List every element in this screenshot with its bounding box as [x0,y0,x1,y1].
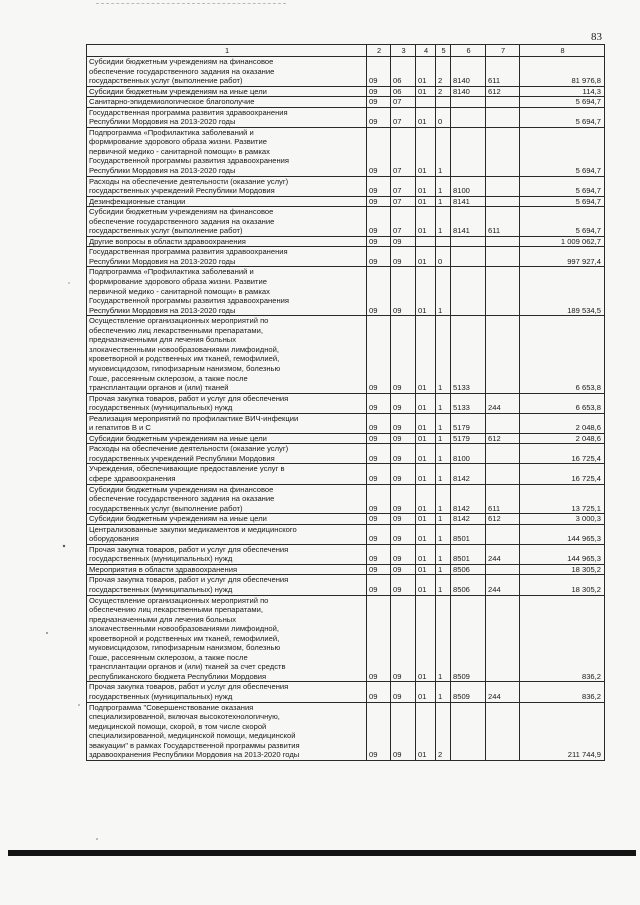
row-code-c2: 09 [367,127,391,176]
col-header-2: 2 [367,45,391,57]
row-code-c7: 244 [486,393,520,413]
row-amount: 16 725,4 [520,444,605,464]
row-amount: 18 305,2 [520,564,605,575]
row-code-c3: 09 [391,393,416,413]
row-code-c5: 1 [436,595,451,682]
row-name: Подпрограмма "Совершенствование оказания специализированной, включая высокотехнологичную, медицинской помощи, скорой, в том числе скорой специализированной, медицинской помощи, медицинской эвакуации" в рамках Государственной программы развития здравоохранения Республики Мордовия на 2013-2020 годы [87,702,367,760]
row-name: Субсидии бюджетным учреждениям на иные цели [87,514,367,525]
row-code-c3: 09 [391,544,416,564]
row-code-c2: 09 [367,393,391,413]
row-code-c2: 09 [367,464,391,484]
row-code-c5: 2 [436,57,451,87]
row-name: Дезинфекционные станции [87,196,367,207]
row-code-c3: 09 [391,514,416,525]
row-name: Осуществление организационных мероприятий по обеспечению лиц лекарственными препаратами, предназначенными для лечения больных злокачественными новообразованиями лимфоидной, кроветворной и родственных им тканей, гемофилией, муковисцидозом, гипофизарным нанизмом, болезнью Гоше, рассеянным склерозом, а также после трансплантации органов и (или) тканей за счет средств республиканского бюджета Республики Мордовия [87,595,367,682]
row-amount: 5 694,7 [520,176,605,196]
row-code-c6: 5179 [451,413,486,433]
row-code-c3: 09 [391,682,416,702]
row-amount: 997 927,4 [520,247,605,267]
row-code-c2: 09 [367,196,391,207]
row-code-c3: 07 [391,207,416,237]
row-code-c3: 09 [391,575,416,595]
row-amount: 2 048,6 [520,433,605,444]
row-code-c7: 611 [486,484,520,514]
row-name: Реализация мероприятий по профилактике ВИЧ-инфекции и гепатитов В и С [87,413,367,433]
row-name: Прочая закупка товаров, работ и услуг для обеспечения государственных (муниципальных) нужд [87,682,367,702]
row-amount: 189 534,5 [520,267,605,316]
row-amount: 144 965,3 [520,544,605,564]
row-code-c3: 09 [391,267,416,316]
row-code-c3: 09 [391,464,416,484]
row-name: Расходы на обеспечение деятельности (оказание услуг) государственных учреждений Республики Мордовия [87,444,367,464]
row-code-c5: 1 [436,484,451,514]
row-code-c2: 09 [367,514,391,525]
row-code-c6: 8141 [451,196,486,207]
row-code-c5: 1 [436,196,451,207]
row-code-c5: 0 [436,107,451,127]
row-code-c2: 09 [367,107,391,127]
row-code-c4: 01 [416,247,436,267]
row-amount: 5 694,7 [520,107,605,127]
row-code-c2: 09 [367,176,391,196]
row-code-c3: 09 [391,444,416,464]
row-amount: 13 725,1 [520,484,605,514]
row-amount: 836,2 [520,595,605,682]
row-amount: 3 000,3 [520,514,605,525]
row-code-c4: 01 [416,514,436,525]
row-amount: 5 694,7 [520,127,605,176]
row-code-c4: 01 [416,595,436,682]
row-code-c5: 0 [436,247,451,267]
row-code-c5: 1 [436,682,451,702]
row-name: Субсидии бюджетным учреждениям на финансовое обеспечение государственного задания на оказание государственных услуг (выполнение работ) [87,207,367,237]
row-code-c3: 09 [391,247,416,267]
row-code-c5: 1 [436,544,451,564]
row-code-c7: 612 [486,433,520,444]
row-code-c5: 1 [436,575,451,595]
row-name: Прочая закупка товаров, работ и услуг для обеспечения государственных (муниципальных) нужд [87,544,367,564]
row-name: Субсидии бюджетным учреждениям на иные цели [87,86,367,97]
row-code-c2: 09 [367,524,391,544]
row-code-c3: 09 [391,702,416,760]
row-code-c2: 09 [367,247,391,267]
row-code-c6: 8509 [451,595,486,682]
col-header-7: 7 [486,45,520,57]
row-amount: 211 744,9 [520,702,605,760]
row-code-c7: 611 [486,207,520,237]
row-code-c6: 8100 [451,176,486,196]
row-code-c2: 09 [367,702,391,760]
row-code-c4: 01 [416,484,436,514]
row-code-c6: 8142 [451,464,486,484]
row-code-c2: 09 [367,595,391,682]
row-code-c2: 09 [367,236,391,247]
row-code-c4: 01 [416,127,436,176]
row-code-c2: 09 [367,207,391,237]
row-code-c4: 01 [416,413,436,433]
row-name: Подпрограмма «Профилактика заболеваний и формирование здорового образа жизни. Развитие первичной медико - санитарной помощи» в рамках Государственной программы развития здравоохранения Республики Мордовия на 2013-2020 годы [87,127,367,176]
row-code-c2: 09 [367,575,391,595]
scan-bottom-bar [8,850,636,856]
row-code-c5: 1 [436,413,451,433]
row-amount: 5 694,7 [520,97,605,108]
row-code-c4: 01 [416,682,436,702]
row-name: Субсидии бюджетным учреждениям на финансовое обеспечение государственного задания на оказание государственных услуг (выполнение работ) [87,57,367,87]
row-code-c6: 8501 [451,544,486,564]
row-code-c5: 2 [436,86,451,97]
row-code-c4: 01 [416,444,436,464]
row-code-c4: 01 [416,176,436,196]
row-code-c5: 1 [436,127,451,176]
row-code-c4: 01 [416,524,436,544]
col-header-6: 6 [451,45,486,57]
row-amount: 18 305,2 [520,575,605,595]
row-code-c6: 8506 [451,564,486,575]
row-code-c7: 612 [486,514,520,525]
row-code-c3: 06 [391,57,416,87]
row-code-c6: 5179 [451,433,486,444]
row-code-c4: 01 [416,702,436,760]
row-amount: 5 694,7 [520,196,605,207]
row-amount: 836,2 [520,682,605,702]
row-code-c7: 244 [486,575,520,595]
row-code-c5: 1 [436,393,451,413]
row-code-c7: 244 [486,682,520,702]
row-code-c6: 8509 [451,682,486,702]
row-code-c3: 06 [391,86,416,97]
row-code-c2: 09 [367,57,391,87]
row-code-c2: 09 [367,267,391,316]
row-code-c3: 07 [391,127,416,176]
row-code-c5: 1 [436,514,451,525]
row-code-c5: 1 [436,564,451,575]
row-name: Прочая закупка товаров, работ и услуг для обеспечения государственных (муниципальных) нужд [87,575,367,595]
row-name: Субсидии бюджетным учреждениям на иные цели [87,433,367,444]
row-code-c6: 5133 [451,393,486,413]
row-name: Централизованные закупки медикаментов и медицинского оборудования [87,524,367,544]
col-header-3: 3 [391,45,416,57]
row-code-c4: 01 [416,107,436,127]
row-code-c3: 07 [391,176,416,196]
row-amount: 6 653,8 [520,393,605,413]
row-code-c3: 07 [391,97,416,108]
row-name: Осуществление организационных мероприятий по обеспечению лиц лекарственными препаратами, предназначенными для лечения больных злокачественными новообразованиями лимфоидной, кроветворной и родственных им тканей, гемофилией, муковисцидозом, гипофизарным нанизмом, болезнью Гоше, рассеянным склерозом, а также после трансплантации органов и (или) тканей [87,316,367,393]
row-code-c3: 09 [391,413,416,433]
row-name: Расходы на обеспечение деятельности (оказание услуг) государственных учреждений Республики Мордовия [87,176,367,196]
row-code-c4: 01 [416,575,436,595]
row-code-c6: 8506 [451,575,486,595]
row-amount: 144 965,3 [520,524,605,544]
row-code-c4: 01 [416,207,436,237]
row-code-c4: 01 [416,393,436,413]
row-code-c5: 1 [436,176,451,196]
row-code-c4: 01 [416,316,436,393]
row-amount: 6 653,8 [520,316,605,393]
row-code-c6: 8142 [451,484,486,514]
row-code-c6: 8100 [451,444,486,464]
row-code-c4: 01 [416,464,436,484]
page-number: 83 [591,31,602,43]
row-code-c3: 09 [391,316,416,393]
row-code-c2: 09 [367,544,391,564]
row-amount: 1 009 062,7 [520,236,605,247]
row-name: Учреждения, обеспечивающие предоставление услуг в сфере здравоохранения [87,464,367,484]
row-code-c2: 09 [367,682,391,702]
row-code-c3: 09 [391,236,416,247]
row-amount: 114,3 [520,86,605,97]
row-code-c7: 612 [486,86,520,97]
row-code-c6: 8501 [451,524,486,544]
row-name: Санитарно-эпидемиологическое благополучие [87,97,367,108]
col-header-4: 4 [416,45,436,57]
row-code-c4: 01 [416,544,436,564]
row-code-c6: 8140 [451,57,486,87]
row-code-c4: 01 [416,57,436,87]
col-header-5: 5 [436,45,451,57]
row-code-c5: 1 [436,433,451,444]
row-name: Подпрограмма «Профилактика заболеваний и формирование здорового образа жизни. Развитие первичной медико - санитарной помощи» в рамках Государственной программы развития здравоохранения Республики Мордовия на 2013-2020 годы [87,267,367,316]
row-code-c4: 01 [416,86,436,97]
row-code-c5: 1 [436,524,451,544]
row-code-c3: 09 [391,524,416,544]
row-code-c3: 09 [391,433,416,444]
row-code-c5: 1 [436,207,451,237]
row-name: Субсидии бюджетным учреждениям на финансовое обеспечение государственного задания на оказание государственных услуг (выполнение работ) [87,484,367,514]
row-code-c4: 01 [416,564,436,575]
row-code-c6: 8142 [451,514,486,525]
row-name: Государственная программа развития здравоохранения Республики Мордовия на 2013-2020 годы [87,247,367,267]
col-header-8: 8 [520,45,605,57]
row-name: Другие вопросы в области здравоохранения [87,236,367,247]
row-code-c2: 09 [367,97,391,108]
row-code-c2: 09 [367,86,391,97]
row-code-c3: 09 [391,484,416,514]
row-code-c2: 09 [367,413,391,433]
row-code-c3: 09 [391,564,416,575]
row-name: Государственная программа развития здравоохранения Республики Мордовия на 2013-2020 годы [87,107,367,127]
row-code-c2: 09 [367,564,391,575]
row-code-c6: 5133 [451,316,486,393]
row-code-c6: 8140 [451,86,486,97]
row-code-c4: 01 [416,433,436,444]
row-code-c5: 1 [436,267,451,316]
row-amount: 2 048,6 [520,413,605,433]
row-code-c4: 01 [416,267,436,316]
row-name: Мероприятия в области здравоохранения [87,564,367,575]
row-code-c2: 09 [367,316,391,393]
row-code-c5: 2 [436,702,451,760]
row-code-c2: 09 [367,433,391,444]
col-header-1: 1 [87,45,367,57]
row-code-c3: 07 [391,196,416,207]
row-name: Прочая закупка товаров, работ и услуг для обеспечения государственных (муниципальных) нужд [87,393,367,413]
row-code-c5: 1 [436,316,451,393]
row-code-c6: 8141 [451,207,486,237]
row-code-c4: 01 [416,196,436,207]
row-code-c7: 244 [486,544,520,564]
row-code-c7: 611 [486,57,520,87]
row-code-c2: 09 [367,444,391,464]
row-amount: 5 694,7 [520,207,605,237]
row-code-c2: 09 [367,484,391,514]
row-code-c3: 07 [391,107,416,127]
row-amount: 16 725,4 [520,464,605,484]
row-code-c3: 09 [391,595,416,682]
row-code-c5: 1 [436,444,451,464]
row-amount: 81 976,8 [520,57,605,87]
row-code-c5: 1 [436,464,451,484]
